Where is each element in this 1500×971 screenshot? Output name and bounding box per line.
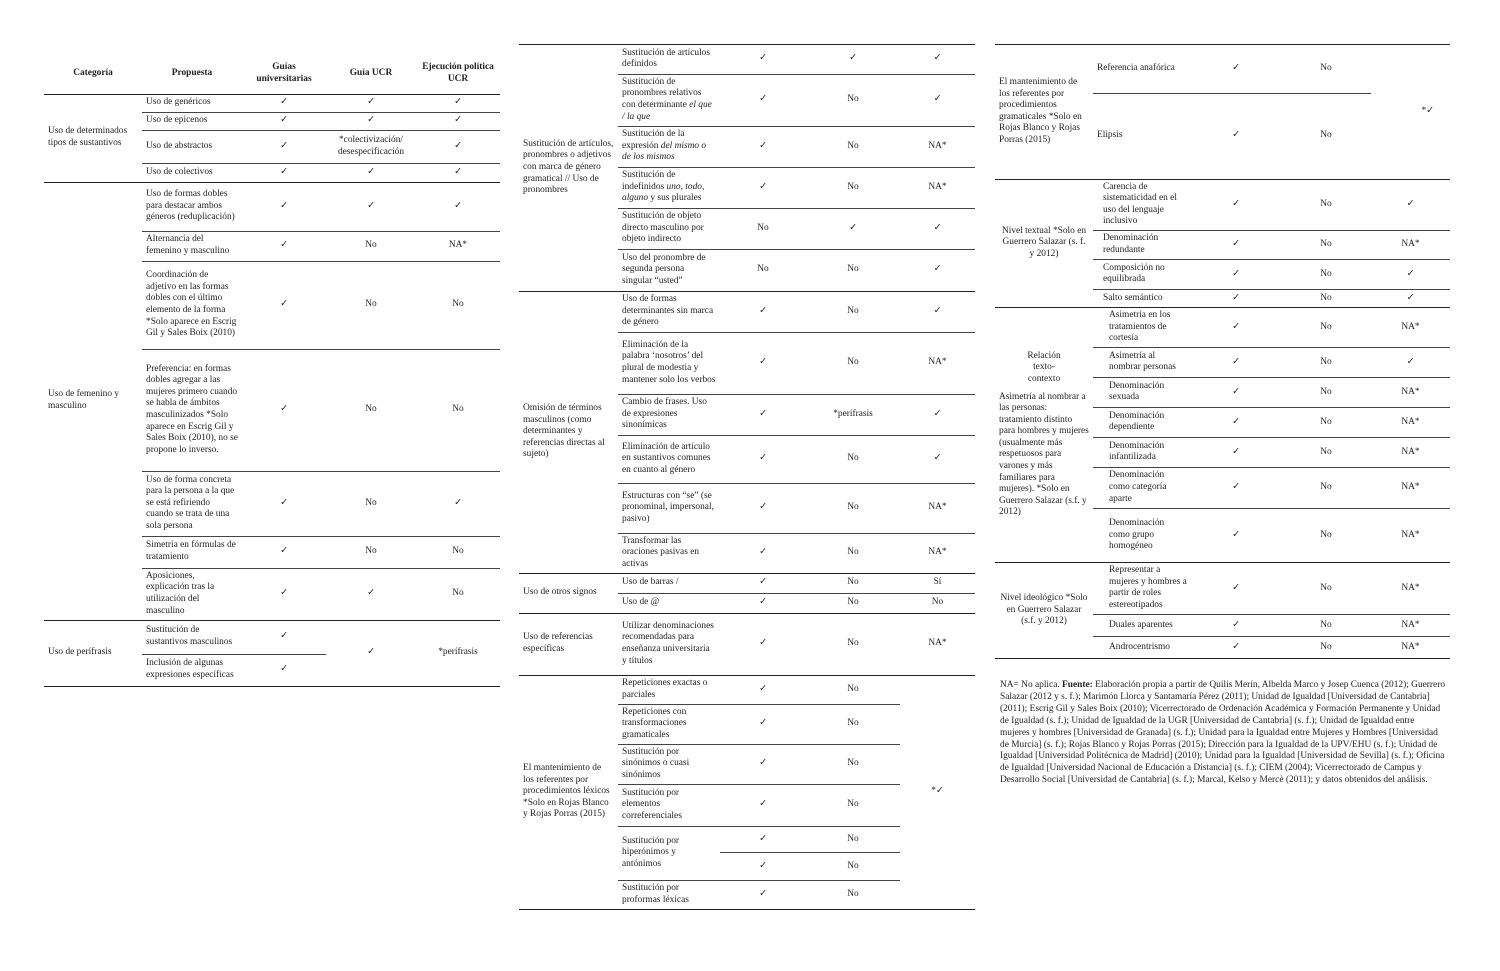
proposal-cell: Denominación redundante <box>1093 230 1191 259</box>
value-cell: ✓ <box>1371 347 1450 377</box>
value-cell: ✓ <box>416 182 500 231</box>
value-cell: No <box>416 536 500 568</box>
value-cell: ✓ <box>242 163 326 182</box>
proposal-cell: Duales aparentes <box>1093 614 1191 636</box>
header-ejecucion: Ejecución política UCR <box>416 54 500 94</box>
value-cell: No <box>900 593 975 613</box>
value-cell: No <box>1281 614 1371 636</box>
header-guias: Guías universitarias <box>242 54 326 94</box>
value-cell: ✓ <box>900 291 975 332</box>
value-cell: ✓ <box>720 675 806 704</box>
value-cell: No <box>1281 230 1371 259</box>
value-cell: ✓ <box>242 94 326 112</box>
value-cell: No <box>1281 307 1371 347</box>
value-cell: No <box>806 744 900 784</box>
value-cell: No <box>416 349 500 471</box>
value-cell: ✓ <box>242 130 326 163</box>
value-cell: No <box>1281 562 1371 614</box>
proposal-cell: Salto semántico <box>1093 289 1191 307</box>
value-cell: ✓ <box>1191 467 1281 508</box>
header-categoria: Categoría <box>44 54 142 94</box>
value-cell: No <box>720 249 806 291</box>
value-cell: ✓ <box>326 163 416 182</box>
value-cell: ✓ <box>720 291 806 332</box>
value-cell: NA* <box>900 126 975 167</box>
proposal-cell: Repeticiones con transformaciones gramaticales <box>618 704 720 744</box>
value-cell: No <box>806 74 900 126</box>
value-cell: ✓ <box>1191 93 1281 179</box>
value-sub: ✓ <box>759 860 767 871</box>
note-lead: NA= No aplica. <box>1000 680 1063 690</box>
table-2 <box>519 45 975 910</box>
value-cell: No <box>1281 407 1371 437</box>
value-cell: ✓ <box>242 231 326 261</box>
table-row <box>44 182 500 231</box>
value-cell: No <box>1281 377 1371 407</box>
value-cell: No <box>1281 437 1371 467</box>
value-cell: NA* <box>1371 467 1450 508</box>
value-cell: ✓ <box>1371 259 1450 289</box>
value-cell: ✓ <box>720 533 806 573</box>
value-cell: No <box>326 471 416 536</box>
table-row <box>995 307 1450 347</box>
value-cell: ✓ <box>720 167 806 208</box>
proposal-cell: Sustitución por elementos correferenciales <box>618 784 720 826</box>
value-cell: ✓ <box>326 94 416 112</box>
value-cell: No <box>806 332 900 394</box>
value-cell: ✓ <box>720 880 806 909</box>
proposal-cell: Uso de epicenos <box>142 112 242 130</box>
proposal-cell: Uso del pronombre de segunda persona singular “usted” <box>618 249 720 291</box>
proposal-cell: Inclusión de algunas expresiones específicas <box>142 654 242 686</box>
value-cell: No <box>806 483 900 533</box>
value-cell: ✓ <box>1191 636 1281 658</box>
proposal-cell <box>618 126 720 167</box>
proposal-cell: Sustitución de objeto directo masculino por objeto indirecto <box>618 208 720 249</box>
value-cell: No <box>806 167 900 208</box>
proposal-text: Sustitución de la expresión <box>622 129 685 151</box>
value-cell: ✓ <box>1191 614 1281 636</box>
proposal-cell: Uso de barras / <box>618 573 720 593</box>
table-row <box>519 291 975 332</box>
proposal-cell: Coordinación de adjetivo en las formas dobles con el último elemento de la forma *Solo aparece en Escrig Gil y Sales Boix (2010) <box>142 261 242 349</box>
value-cell: ✓ <box>326 620 416 686</box>
proposal-cell: Uso de genéricos <box>142 94 242 112</box>
proposal-text: Sustitución de pronombres relativos con determinante <box>622 76 702 110</box>
table-panel-1 <box>44 54 500 687</box>
value-cell: No <box>806 249 900 291</box>
proposal-cell: Simetría en fórmulas de tratamiento <box>142 536 242 568</box>
value-cell: ✓ <box>416 163 500 182</box>
table-row <box>519 675 975 704</box>
value-cell: ✓ <box>720 394 806 435</box>
value-cell: ✓ <box>1191 437 1281 467</box>
table-row <box>44 94 500 112</box>
value-cell: ✓ <box>326 568 416 620</box>
value-cell: ✓ <box>242 536 326 568</box>
value-cell: NA* <box>1371 636 1450 658</box>
value-cell: *perífrasis <box>806 394 900 435</box>
proposal-cell: Sustitución por sinónimos o cuasi sinónimos <box>618 744 720 784</box>
category-cell <box>995 307 1093 562</box>
value-cell: ✓ <box>1191 45 1281 93</box>
value-cell: ✓ <box>806 45 900 74</box>
category-cell: Uso de femenino y masculino <box>44 182 142 620</box>
value-cell: ✓ <box>720 483 806 533</box>
value-cell: No <box>1281 467 1371 508</box>
table-row <box>995 562 1450 614</box>
proposal-cell: Uso de forma concreta para la persona a la que se está refiriendo cuando se trata de una sola persona <box>142 471 242 536</box>
value-cell: ✓ <box>416 112 500 130</box>
proposal-cell: Denominación como categoría aparte <box>1093 467 1191 508</box>
proposal-cell: Preferencia: en formas dobles agregar a las mujeres primero cuando se habla de ámbitos masculinizados *Solo aparece en Escrig Gil y Sales Boix (2010), no se propone lo inverso. <box>142 349 242 471</box>
proposal-cell: Aposiciones, explicación tras la utilización del masculino <box>142 568 242 620</box>
table-row <box>519 573 975 593</box>
table-row <box>995 179 1450 230</box>
value-cell: No <box>416 261 500 349</box>
value-cell: NA* <box>1371 230 1450 259</box>
value-cell: No <box>806 126 900 167</box>
value-cell: Sí <box>900 573 975 593</box>
value-cell: No <box>1281 508 1371 562</box>
proposal-text: Sustitución de indefinidos <box>622 170 676 192</box>
value-cell: ✓ <box>720 784 806 826</box>
value-cell: ✓ <box>242 261 326 349</box>
proposal-cell: Eliminación de la palabra ‘nosotros’ del plural de modestia y mantener solo los verbos <box>618 332 720 394</box>
value-cell: ✓ <box>900 435 975 483</box>
category-cell: Omisión de términos masculinos (como determinantes y referencias directas al sujeto) <box>519 291 618 573</box>
value-cell: ✓ <box>242 112 326 130</box>
proposal-cell: Elipsis <box>1093 93 1191 179</box>
category-cell: Uso de otros signos <box>519 573 618 613</box>
value-cell: NA* <box>900 167 975 208</box>
proposal-cell: Estructuras con “se” (se pronominal, impersonal, pasivo) <box>618 483 720 533</box>
proposal-italic: del mismo o de los mismos <box>622 140 707 163</box>
value-cell: No <box>806 613 900 675</box>
proposal-cell: Uso de formas determinantes sin marca de género <box>618 291 720 332</box>
proposal-cell: Uso de formas dobles para destacar ambos géneros (reduplicación) <box>142 182 242 231</box>
value-cell: ✓ <box>720 45 806 74</box>
value-cell: No <box>806 675 900 704</box>
value-cell: NA* <box>900 533 975 573</box>
value-cell: NA* <box>1371 562 1450 614</box>
value-sub: No <box>847 860 859 871</box>
proposal-cell: Sustitución de sustantivos masculinos <box>142 620 242 654</box>
proposal-cell: Composición no equilibrada <box>1093 259 1191 289</box>
value-cell: ✓ <box>900 249 975 291</box>
value-cell: NA* <box>900 613 975 675</box>
value-cell: ✓ <box>1191 347 1281 377</box>
value-cell: ✓ <box>242 568 326 620</box>
proposal-text: y sus plurales <box>648 193 702 204</box>
value-cell: ✓ <box>720 744 806 784</box>
source-note <box>1000 680 1446 787</box>
value-cell: ✓ <box>806 208 900 249</box>
proposal-cell: Asimetría al nombrar personas <box>1093 347 1191 377</box>
value-cell: NA* <box>900 332 975 394</box>
value-sub: ✓ <box>720 827 806 853</box>
value-cell: ✓ <box>900 208 975 249</box>
value-cell: No <box>806 784 900 826</box>
value-cell: No <box>1281 93 1371 179</box>
table-panel-3 <box>995 44 1450 659</box>
category-cell: Uso de referencias específicas <box>519 613 618 675</box>
value-cell: No <box>806 593 900 613</box>
proposal-cell: Denominación dependiente <box>1093 407 1191 437</box>
proposal-cell: Transformar las oraciones pasivas en activas <box>618 533 720 573</box>
proposal-cell: Repeticiones exactas o parciales <box>618 675 720 704</box>
note-label: Fuente: <box>1062 680 1093 690</box>
category-cell: Nivel textual *Solo en Guerrero Salazar (s. f. y 2012) <box>995 179 1093 307</box>
category-title: Relación texto-contexto <box>1027 350 1061 384</box>
value-cell: ✓ <box>720 704 806 744</box>
proposal-cell: Utilizar denominaciones recomendadas para enseñanza universitaria y títulos <box>618 613 720 675</box>
table-row <box>995 45 1450 93</box>
value-cell: ✓ <box>1191 562 1281 614</box>
value-cell: ✓ <box>720 435 806 483</box>
category-cell: Nivel ideológico *Solo en Guerrero Salazar (s.f. y 2012) <box>995 562 1093 658</box>
value-cell: No <box>1281 259 1371 289</box>
value-cell: No <box>720 208 806 249</box>
proposal-cell: Denominación infantilizada <box>1093 437 1191 467</box>
value-cell: ✓ <box>242 620 326 654</box>
proposal-italic: uno, todo, alguno <box>622 181 705 204</box>
value-cell: ✓ <box>416 94 500 112</box>
proposal-cell: Alternancia del femenino y masculino <box>142 231 242 261</box>
value-cell: No <box>326 231 416 261</box>
value-cell: ✓ <box>242 471 326 536</box>
table-panel-2 <box>519 44 975 910</box>
value-cell: ✓ <box>1191 307 1281 347</box>
value-cell: ✓ <box>720 126 806 167</box>
category-cell: Sustitución de artículos, pronombres o adjetivos con marca de género gramatical // Uso de pronombres <box>519 45 618 291</box>
value-cell: No <box>806 704 900 744</box>
value-cell: No <box>806 291 900 332</box>
proposal-cell: Uso de colectivos <box>142 163 242 182</box>
value-cell: No <box>326 536 416 568</box>
value-cell: No <box>326 261 416 349</box>
proposal-cell: Cambio de frases. Uso de expresiones sinonímicas <box>618 394 720 435</box>
value-cell: ✓ <box>416 130 500 163</box>
value-cell: No <box>326 349 416 471</box>
value-cell: No <box>806 533 900 573</box>
proposal-cell: Sustitución de artículos definidos <box>618 45 720 74</box>
value-cell: ✓ <box>326 182 416 231</box>
value-cell: NA* <box>1371 377 1450 407</box>
value-cell: ✓ <box>1371 179 1450 230</box>
value-cell: ✓ <box>720 74 806 126</box>
proposal-italic: el que / la que <box>622 100 712 122</box>
value-cell: No <box>1281 289 1371 307</box>
value-cell: NA* <box>1371 508 1450 562</box>
value-cell: *✓ <box>1371 45 1450 179</box>
table-row <box>519 45 975 74</box>
value-cell: ✓ <box>1191 259 1281 289</box>
value-cell: NA* <box>416 231 500 261</box>
value-cell <box>806 826 900 880</box>
category-cell: El mantenimiento de los referentes por procedimientos gramaticales *Solo en Rojas Blanco y Rojas Porras (2015) <box>995 45 1093 179</box>
value-cell: *✓ <box>900 675 975 909</box>
proposal-cell: Uso de abstractos <box>142 130 242 163</box>
value-cell: No <box>416 568 500 620</box>
value-cell: *colectivización/ desespecificación <box>326 130 416 163</box>
value-cell: ✓ <box>900 394 975 435</box>
proposal-cell: Referencia anafórica <box>1093 45 1191 93</box>
value-cell <box>720 826 806 880</box>
proposal-cell: Representar a mujeres y hombres a partir de roles estereotipados <box>1093 562 1191 614</box>
category-detail: Asimetría al nombrar a las personas: tratamiento distinto para hombres y mujeres (usualmente más respetuosos para varones y más familiares para mujeres). *Solo en Guerrero Salazar (s.f. y 2012) <box>999 391 1089 518</box>
value-cell: ✓ <box>720 613 806 675</box>
value-cell: ✓ <box>720 573 806 593</box>
proposal-cell: Eliminación de artículo en sustantivos comunes en cuanto al género <box>618 435 720 483</box>
category-cell: Uso de perífrasis <box>44 620 142 686</box>
value-sub: No <box>806 827 900 853</box>
table-row <box>44 620 500 654</box>
header-guia-ucr: Guía UCR <box>326 54 416 94</box>
proposal-cell <box>618 167 720 208</box>
value-cell: *perífrasis <box>416 620 500 686</box>
value-cell: ✓ <box>1191 377 1281 407</box>
value-cell: ✓ <box>1191 230 1281 259</box>
proposal-cell: Uso de @ <box>618 593 720 613</box>
proposal-cell: Denominación sexuada <box>1093 377 1191 407</box>
value-cell: No <box>806 573 900 593</box>
proposal-cell: Asimetría en los tratamientos de cortesía <box>1093 307 1191 347</box>
value-cell: NA* <box>1371 407 1450 437</box>
value-cell: ✓ <box>1371 289 1450 307</box>
value-cell: ✓ <box>326 112 416 130</box>
value-cell: ✓ <box>242 182 326 231</box>
category-cell: El mantenimiento de los referentes por procedimientos léxicos *Solo en Rojas Blanco y Rojas Porras (2015) <box>519 675 618 909</box>
category-cell: Uso de determinados tipos de sustantivos <box>44 94 142 182</box>
value-cell: NA* <box>900 483 975 533</box>
header-propuesta: Propuesta <box>142 54 242 94</box>
value-cell: ✓ <box>242 349 326 471</box>
value-cell: No <box>1281 179 1371 230</box>
table-1 <box>44 54 500 687</box>
table-row <box>519 613 975 675</box>
value-cell: No <box>1281 45 1371 93</box>
proposal-cell: Sustitución por hiperónimos y antónimos <box>618 826 720 880</box>
proposal-cell: Denominación como grupo homogéneo <box>1093 508 1191 562</box>
value-cell: No <box>806 880 900 909</box>
value-cell: ✓ <box>720 593 806 613</box>
value-cell: NA* <box>1371 307 1450 347</box>
value-cell: ✓ <box>1191 179 1281 230</box>
value-cell: No <box>1281 347 1371 377</box>
value-cell: No <box>806 435 900 483</box>
value-cell: ✓ <box>1191 407 1281 437</box>
value-cell: ✓ <box>1191 508 1281 562</box>
note-text: Elaboración propia a partir de Quilis Merín, Albelda Marco y Josep Cuenca (2012); Guerrero Salazar (2012 y s. f.); Marimón Llorca y Santamaría Pérez (2011); Unidad de Igualdad [Universidad de Cantabria] (2011); Escrig Gil y Sales Boix (2010); Vicerrectorado de Ordenación Académica y Formación Permanente y Unidad de Igualdad (s. f.); Unidad de Igualdad de la UGR [Universidad de Cantabria] (s. f.); Unidad de Igualdad entre mujeres y hombres [Universidad de Granada] (s. f.); Unidad para la Igualdad entre Mujeres y Hombres [Universidad de Murcia] (s. f.); Rojas Blanco y Rojas Porras (2015); Dirección para la Igualdad de la UPV/EHU (s. f.); Unidad de Igualdad [Universidad Politécnica de Madrid] (2010); Unidad para la Igualdad [Universidad de Sevilla] (s. f.); Oficina de Igualdad [Universidad Nacional de Educación a Distancia] (s. f.); CIEM (2004); Vicerrectorado de Campus y Desarrollo Social [Universidad de Cantabria] (s. f.); Marcal, Kelso y Mercè (2011); y datos obtenidos del análisis. <box>1000 680 1446 786</box>
value-cell: ✓ <box>416 471 500 536</box>
value-cell: ✓ <box>720 332 806 394</box>
value-cell: NA* <box>1371 614 1450 636</box>
value-cell: ✓ <box>900 45 975 74</box>
proposal-cell: Carencia de sistematicidad en el uso del lenguaje inclusivo <box>1093 179 1191 230</box>
proposal-cell: Sustitución por proformas léxicas <box>618 880 720 909</box>
value-cell: ✓ <box>1191 289 1281 307</box>
value-cell: NA* <box>1371 437 1450 467</box>
value-cell: ✓ <box>242 654 326 686</box>
value-cell: ✓ <box>900 74 975 126</box>
proposal-cell: Androcentrismo <box>1093 636 1191 658</box>
value-cell: No <box>1281 636 1371 658</box>
proposal-cell <box>618 74 720 126</box>
table-3 <box>995 45 1450 659</box>
